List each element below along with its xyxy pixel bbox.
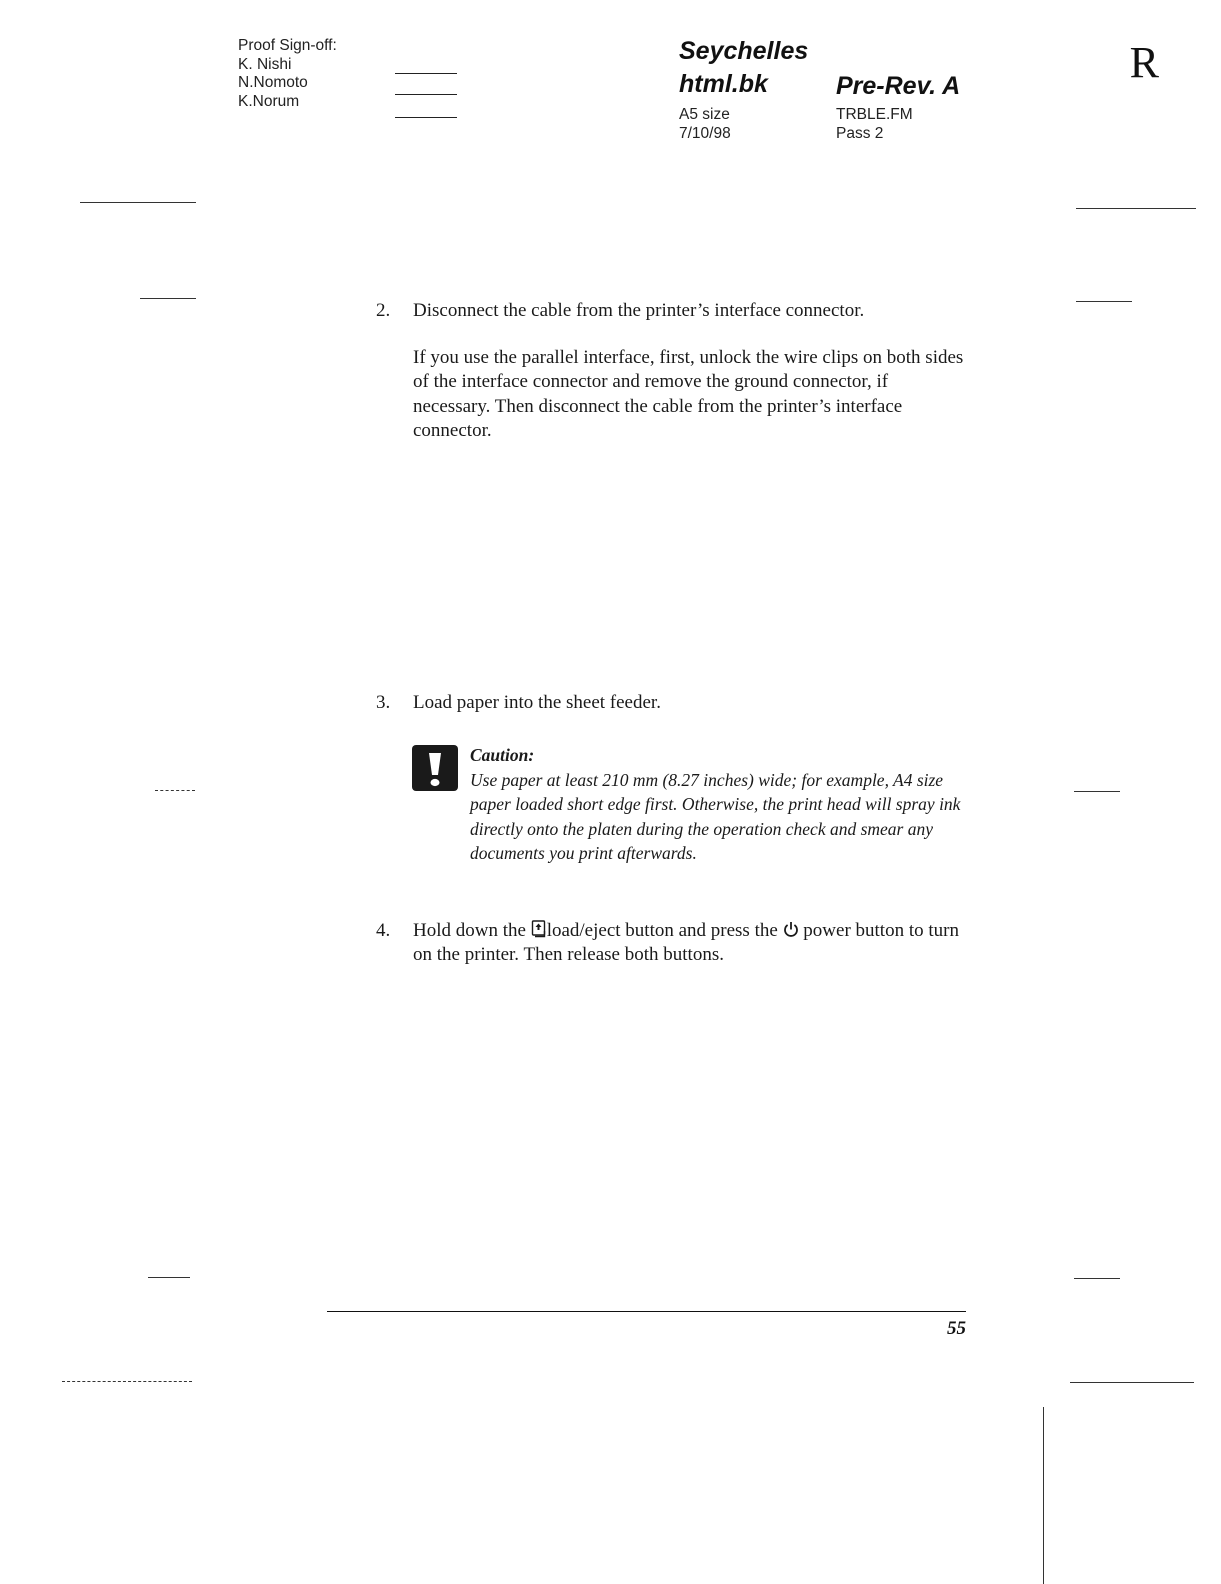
proof-name-2: N.Nomoto xyxy=(238,74,308,91)
crop-mark-vertical xyxy=(1043,1407,1044,1584)
book-title: html.bk xyxy=(679,70,768,98)
step-4-text-part2: load/eject button and press the xyxy=(546,920,778,941)
step-4-text-part1: Hold down the xyxy=(413,920,526,941)
crop-mark-right-2 xyxy=(1076,301,1132,302)
caution-heading: Caution: xyxy=(470,745,535,765)
corner-mark: R xyxy=(1129,38,1159,87)
caution-text: Use paper at least 210 mm (8.27 inches) wide; for example, A4 size paper loaded short edge first. Otherwise, the print head will spray ink directly onto the platen during the operation check and smear any documents you print afterwards. xyxy=(470,769,961,864)
pass-label: Pass 2 xyxy=(836,125,884,142)
step-3-text: Load paper into the sheet feeder. xyxy=(413,692,661,713)
crop-mark-right-1 xyxy=(1076,208,1196,209)
crop-mark-right-5 xyxy=(1070,1382,1194,1383)
project-title: Seychelles xyxy=(679,37,809,65)
signature-line-3 xyxy=(395,117,457,118)
crop-mark-left-5 xyxy=(62,1381,192,1382)
page-size: A5 size xyxy=(679,106,730,123)
caution-note xyxy=(470,743,970,866)
crop-mark-left-4 xyxy=(148,1277,190,1278)
header-date: 7/10/98 xyxy=(679,125,731,142)
page-number: 55 xyxy=(947,1318,966,1339)
step-2-detail: If you use the parallel interface, first, unlock the wire clips on both sides of the interface connector and remove the ground connector, if necessary. Then disconnect the cable from the printer’s interface connector. xyxy=(413,347,964,442)
revision-label: Pre-Rev. A xyxy=(836,72,961,100)
proof-name-1: K. Nishi xyxy=(238,55,292,73)
step-2-text: Disconnect the cable from the printer’s interface connector. xyxy=(413,300,865,321)
footer-rule xyxy=(327,1311,966,1312)
proof-name-3: K.Norum xyxy=(238,92,300,110)
crop-mark-left-3 xyxy=(155,790,195,791)
step-3-number: 3. xyxy=(376,692,391,713)
step-4-text-part3: power button to turn on the printer. Then release both buttons. xyxy=(413,920,959,966)
signature-line-2 xyxy=(395,94,457,95)
step-4-text xyxy=(413,919,973,968)
step-4-number: 4. xyxy=(376,920,391,941)
power-icon xyxy=(783,920,799,938)
signature-line-1 xyxy=(395,73,457,74)
load-eject-icon xyxy=(531,920,547,938)
crop-mark-right-3 xyxy=(1074,791,1120,792)
caution-icon xyxy=(412,745,458,791)
file-name: TRBLE.FM xyxy=(836,106,913,123)
proof-label: Proof Sign-off: xyxy=(238,37,337,54)
crop-mark-right-4 xyxy=(1074,1278,1120,1279)
crop-mark-left-1 xyxy=(80,202,196,203)
crop-mark-left-2 xyxy=(140,298,196,299)
step-2-number: 2. xyxy=(376,300,391,321)
proof-signoff xyxy=(238,37,337,111)
